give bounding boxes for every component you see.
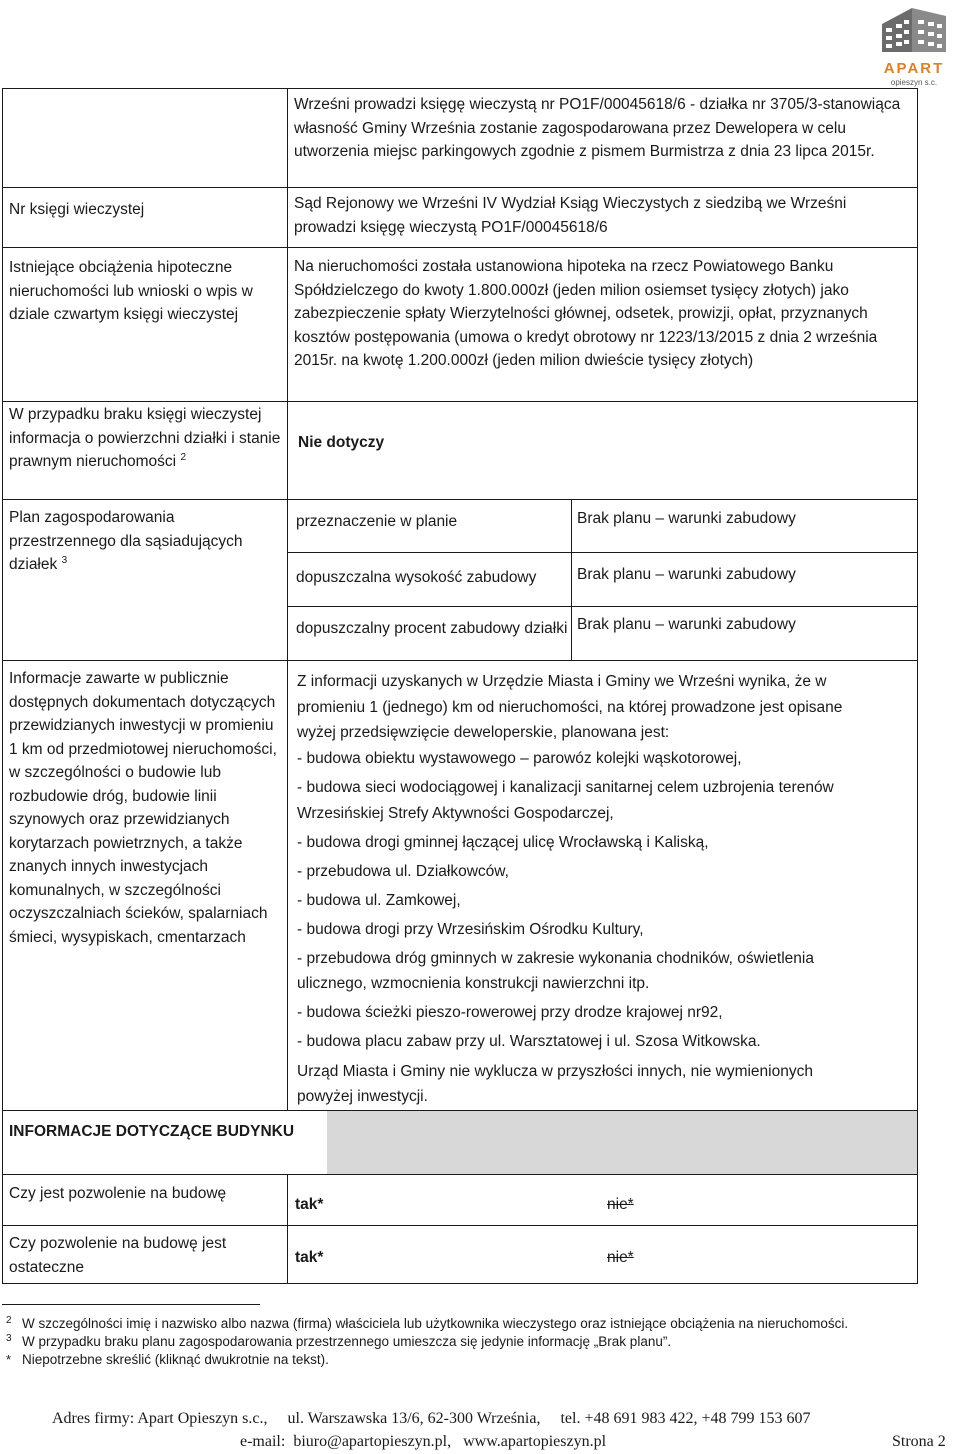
permit-no-option[interactable]: nie* (607, 1196, 634, 1213)
permit-yes-option[interactable]: tak* (295, 1196, 324, 1213)
investments-line: - budowa drogi przy Wrzesińskim Ośrodku Kultury, (297, 921, 644, 938)
investments-line: - budowa obiektu wystawowego – parowóz kolejki wąskotorowej, (297, 750, 742, 767)
table-border (917, 88, 918, 1284)
table-border (287, 606, 918, 607)
investments-line: powyżej inwestycji. (297, 1088, 428, 1105)
investments-line: - budowa ścieżki pieszo-rowerowej przy drodze krajowej nr92, (297, 1004, 723, 1021)
footnote-separator (2, 1304, 260, 1305)
footnote-mark: 2 (6, 1315, 12, 1326)
footnote-ref: 3 (61, 554, 68, 566)
investments-line: - budowa sieci wodociągowej i kanalizacji sanitarnej celem uzbrojenia terenów (297, 779, 834, 796)
plan-label-text: Plan zagospodarowania przestrzennego dla sąsiadujących działek (9, 509, 243, 573)
continuation-value: Wrześni prowadzi księgę wieczystą nr PO1F/00045618/6 - działka nr 3705/3-stanowiąca własność Gminy Września zostanie zagospodarowana przez Dewelopera w celu utworzenia miejsc parkingowych zgodnie z pismem Burmistrza z dnia 23 lipca 2015r. (294, 96, 901, 160)
plan-item-value: Brak planu – warunki zabudowy (577, 510, 796, 527)
permit-label: Czy jest pozwolenie na budowę (9, 1185, 227, 1202)
table-border (2, 1225, 918, 1226)
plan-item-name: dopuszczalna wysokość zabudowy (296, 569, 537, 586)
kw-label: Nr księgi wieczystej (9, 201, 145, 218)
no-kw-label-text: W przypadku braku księgi wieczystej informacja o powierzchni działki i stanie prawnym nieruchomości (9, 406, 281, 470)
page-number: Strona 2 (892, 1433, 946, 1450)
footnote-text: Niepotrzebne skreślić (kliknąć dwukrotnie na tekst). (22, 1352, 329, 1367)
footnote-mark: * (6, 1352, 12, 1367)
footer-contact: e-mail: biuro@apartopieszyn.pl, www.apartopieszyn.pl (240, 1433, 607, 1450)
footnote (6, 1351, 951, 1369)
no-kw-value: Nie dotyczy (298, 434, 385, 451)
no-kw-label (9, 403, 281, 474)
investments-line: - budowa drogi gminnej łączącej ulicę Wrocławską i Kaliską, (297, 834, 709, 851)
investments-line: Wrzesińskiej Strefy Aktywności Gospodarczej, (297, 805, 614, 822)
footnote-text: W szczególności imię i nazwisko albo nazwa (firma) właściciela lub użytkownika wieczystego oraz istniejące obciążenia na nieruchomości. (22, 1316, 849, 1331)
footnote-text: W przypadku braku planu zagospodarowania przestrzennego umieszcza się jedynie informację „Brak planu”. (22, 1334, 672, 1349)
plan-item-name: dopuszczalny procent zabudowy działki (296, 620, 568, 637)
investments-line: Urząd Miasta i Gminy nie wyklucza w przyszłości innych, nie wymienionych (297, 1063, 813, 1080)
table-border (2, 88, 3, 1284)
table-border (2, 1174, 918, 1175)
logo-text: APART (883, 60, 945, 77)
table-border (2, 499, 918, 500)
final-permit-yes-option[interactable]: tak* (295, 1249, 324, 1266)
final-permit-label: Czy pozwolenie na budowę jest ostateczne (9, 1235, 227, 1276)
investments-line: - budowa ul. Zamkowej, (297, 892, 461, 909)
table-border (287, 1174, 288, 1284)
final-permit-no-option[interactable]: nie* (607, 1249, 634, 1266)
plan-item-name: przeznaczenie w planie (296, 513, 458, 530)
company-logo (872, 2, 956, 90)
footnote-mark: 3 (6, 1333, 12, 1344)
table-border (2, 1283, 918, 1284)
mortgage-label: Istniejące obciążenia hipoteczne nieruchomości lub wnioski o wpis w dziale czwartym księgi wieczystej (9, 259, 253, 323)
investments-line: wyżej przedsięwzięcie deweloperskie, planowana jest: (297, 724, 670, 741)
investments-line: - budowa placu zabaw przy ul. Warsztatowej i ul. Szosa Witkowska. (297, 1033, 761, 1050)
investments-line: - przebudowa dróg gminnych w zakresie wykonania chodników, oświetlenia (297, 950, 814, 967)
footnote (6, 1333, 951, 1351)
investments-line: ulicznego, wzmocnienia konstrukcji nawierzchni itp. (297, 975, 650, 992)
table-border (287, 552, 918, 553)
investments-line: - przebudowa ul. Działkowców, (297, 863, 509, 880)
table-border (571, 499, 572, 661)
investments-line: Z informacji uzyskanych w Urzędzie Miasta i Gminy we Wrześni wynika, że w (297, 673, 827, 690)
plan-item-value: Brak planu – warunki zabudowy (577, 616, 796, 633)
table-border (2, 88, 918, 89)
footnotes (6, 1315, 951, 1369)
plan-label (9, 506, 281, 577)
investments-label: Informacje zawarte w publicznie dostępnych dokumentach dotyczących przewidzianych inwestycji w promieniu 1 km od przedmiotowej nieruchomości, w szczególności o budowie lub rozbudowie dróg, budowie linii szynowych oraz przewidzianych korytarzach powietrznych, a także znanych innych inwestycjach komunalnych, w szczególności oczyszczalniach ścieków, spalarniach śmieci, wysypiskach, cmentarzach (9, 670, 277, 946)
table-border (2, 247, 918, 248)
kw-value: Sąd Rejonowy we Wrześni IV Wydział Ksiąg Wieczystych z siedzibą we Wrześni prowadzi księgę wieczystą PO1F/00045618/6 (294, 195, 847, 236)
plan-item-value: Brak planu – warunki zabudowy (577, 566, 796, 583)
footnote (6, 1315, 951, 1333)
table-border (2, 401, 918, 402)
section-shading (327, 1111, 917, 1174)
mortgage-value: Na nieruchomości została ustanowiona hipoteka na rzecz Powiatowego Banku Spółdzielczego do kwoty 1.800.000zł (jeden milion osiemset tysięcy złotych) jako zabezpieczenie spłaty Wierzytelności głównej, odsetek, prowizji, opłat, przyznanych kosztów postępowania (umowa o kredyt obrotowy nr 1223/13/2015 z dnia 2 września 2015r. na kwotę 1.200.000zł (jeden milion dwieście tysięcy złotych) (294, 258, 878, 369)
table-border (2, 660, 918, 661)
building-logo-icon (872, 2, 956, 60)
footer-address: Adres firmy: Apart Opieszyn s.c., ul. Warszawska 13/6, 62-300 Września, tel. +48 691 983 422, +48 799 153 607 (52, 1410, 811, 1427)
section-title: INFORMACJE DOTYCZĄCE BUDYNKU (9, 1123, 295, 1140)
investments-line: promieniu 1 (jednego) km od nieruchomości, na której prowadzone jest opisane (297, 699, 843, 716)
table-border (2, 187, 918, 188)
table-border (287, 88, 288, 1110)
footnote-ref: 2 (180, 451, 186, 463)
logo-subtext: opieszyn s.c. (890, 78, 938, 87)
